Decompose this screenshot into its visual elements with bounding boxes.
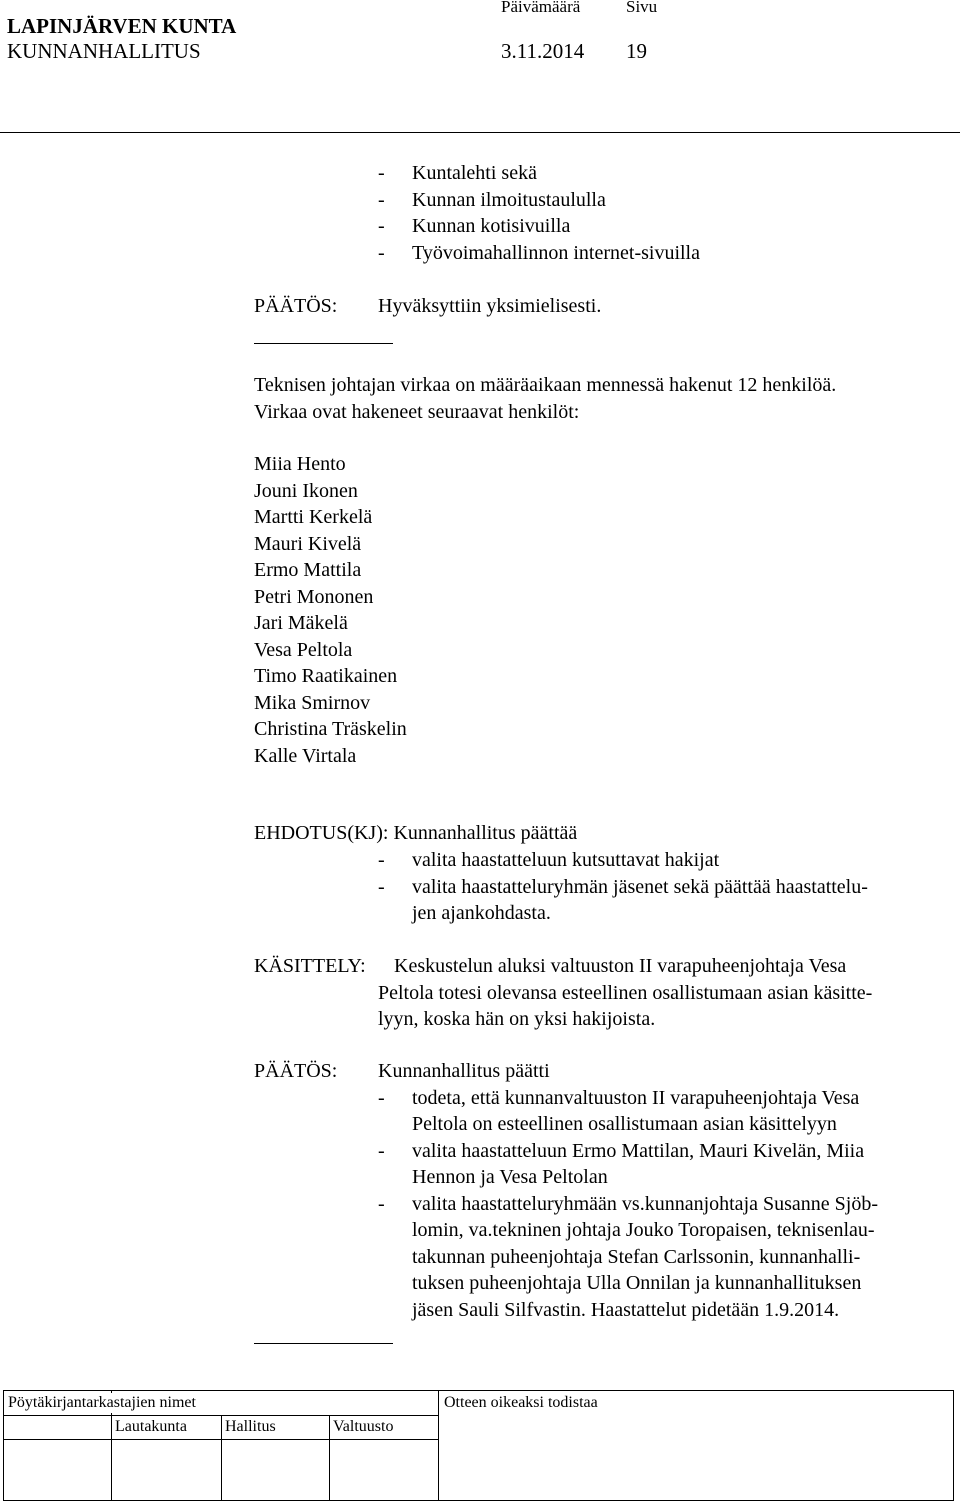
list-item: - Kunnan kotisivuilla xyxy=(378,215,571,237)
decision-body xyxy=(378,1058,878,1323)
meeting-date: 3.11.2014 xyxy=(501,39,585,63)
footer-divider xyxy=(4,1439,438,1440)
list-item: Ermo Mattila xyxy=(254,559,362,581)
page-label: Sivu xyxy=(626,0,658,16)
publication-list xyxy=(378,160,700,266)
applicant-list xyxy=(254,451,407,769)
list-item: Mika Smirnov xyxy=(254,691,371,714)
list-item: Martti Kerkelä xyxy=(254,506,373,528)
decision-label: PÄÄTÖS: xyxy=(254,1060,338,1082)
footer-divider xyxy=(4,1415,438,1416)
list-item: - Kuntalehti sekä xyxy=(378,162,537,184)
checkers-label: Pöytäkirjantarkastajien nimet xyxy=(8,1393,202,1413)
list-item: - Kunnan ilmoitustaululla xyxy=(378,188,606,211)
footer-divider xyxy=(329,1415,330,1500)
proposal-list xyxy=(378,847,868,927)
footer-divider xyxy=(438,1391,439,1500)
list-item: - valita haastatteluun Ermo Mattilan, Mauri Kivelän, Miia xyxy=(378,1139,865,1162)
list-item-continuation: takunnan puheenjohtaja Stefan Carlssonin, kunnanhalli- xyxy=(412,1245,861,1268)
list-item-continuation: Hennon ja Vesa Peltolan xyxy=(412,1166,608,1188)
list-item: - valita haastatteluun kutsuttavat hakijat xyxy=(378,849,720,871)
list-item: - todeta, että kunnanvaltuuston II varapuheenjohtaja Vesa xyxy=(378,1086,860,1109)
list-item: Miia Hento xyxy=(254,453,346,475)
list-item-continuation: Peltola on esteellinen osallistumaan asian käsittelyyn xyxy=(412,1113,837,1135)
decision-text: Kunnanhallitus päätti xyxy=(378,1060,550,1082)
intro-paragraph xyxy=(254,372,954,425)
list-item-continuation: lomin, va.tekninen johtaja Jouko Toropaisen, teknisenlau- xyxy=(412,1219,875,1241)
list-item: Timo Raatikainen xyxy=(254,665,398,687)
decision-label: PÄÄTÖS: xyxy=(254,295,338,317)
list-item: Jouni Ikonen xyxy=(254,479,358,502)
intro-line: Virkaa ovat hakeneet seuraavat henkilöt: xyxy=(254,400,580,423)
handling-text: Keskustelun aluksi valtuuston II varapuheenjohtaja Vesa Peltola totesi olevansa esteellinen osallistumaan asian käsitte- lyyn, koska hän on yksi hakijoista. xyxy=(378,955,873,1030)
list-item: Vesa Peltola xyxy=(254,638,353,661)
government-label: Hallitus xyxy=(225,1418,276,1435)
proposal-label: EHDOTUS(KJ): xyxy=(254,822,389,844)
section-divider xyxy=(254,1343,393,1344)
proposal-text: Kunnanhallitus päättää xyxy=(393,822,578,844)
decision-text: Hyväksyttiin yksimielisesti. xyxy=(378,295,602,317)
list-item: Kalle Virtala xyxy=(254,744,357,767)
page-number: 19 xyxy=(626,39,647,63)
certify-label: Otteen oikeaksi todistaa xyxy=(444,1394,598,1411)
section-divider xyxy=(254,343,393,344)
handling-label: KÄSITTELY: xyxy=(254,955,366,977)
footer-divider xyxy=(221,1415,222,1500)
department-name: KUNNANHALLITUS xyxy=(7,39,201,63)
council-label: Valtuusto xyxy=(333,1418,394,1435)
list-item: Jari Mäkelä xyxy=(254,612,348,634)
list-item: Petri Mononen xyxy=(254,585,374,608)
list-item-continuation: tuksen puheenjohtaja Ulla Onnilan ja kunnanhallituksen xyxy=(412,1272,862,1294)
org-name: LAPINJÄRVEN KUNTA xyxy=(7,14,237,38)
list-item: Christina Träskelin xyxy=(254,718,407,740)
list-item-continuation: jen ajankohdasta. xyxy=(412,902,551,924)
date-label: Päivämäärä xyxy=(501,0,581,16)
board-label: Lautakunta xyxy=(115,1418,187,1435)
proposal-heading xyxy=(254,820,577,847)
list-item-continuation: jäsen Sauli Silfvastin. Haastattelut pidetään 1.9.2014. xyxy=(412,1298,840,1321)
footer-table xyxy=(3,1390,954,1501)
list-item: Mauri Kivelä xyxy=(254,532,362,555)
header-divider xyxy=(0,132,960,133)
list-item: - valita haastatteluryhmään vs.kunnanjohtaja Susanne Sjöb- xyxy=(378,1192,878,1215)
intro-line: Teknisen johtajan virkaa on määräaikaan mennessä hakenut 12 henkilöä. xyxy=(254,374,837,396)
list-item: - valita haastatteluryhmän jäsenet sekä päättää haastattelu- xyxy=(378,875,868,898)
list-item: - Työvoimahallinnon internet-sivuilla xyxy=(378,241,700,264)
